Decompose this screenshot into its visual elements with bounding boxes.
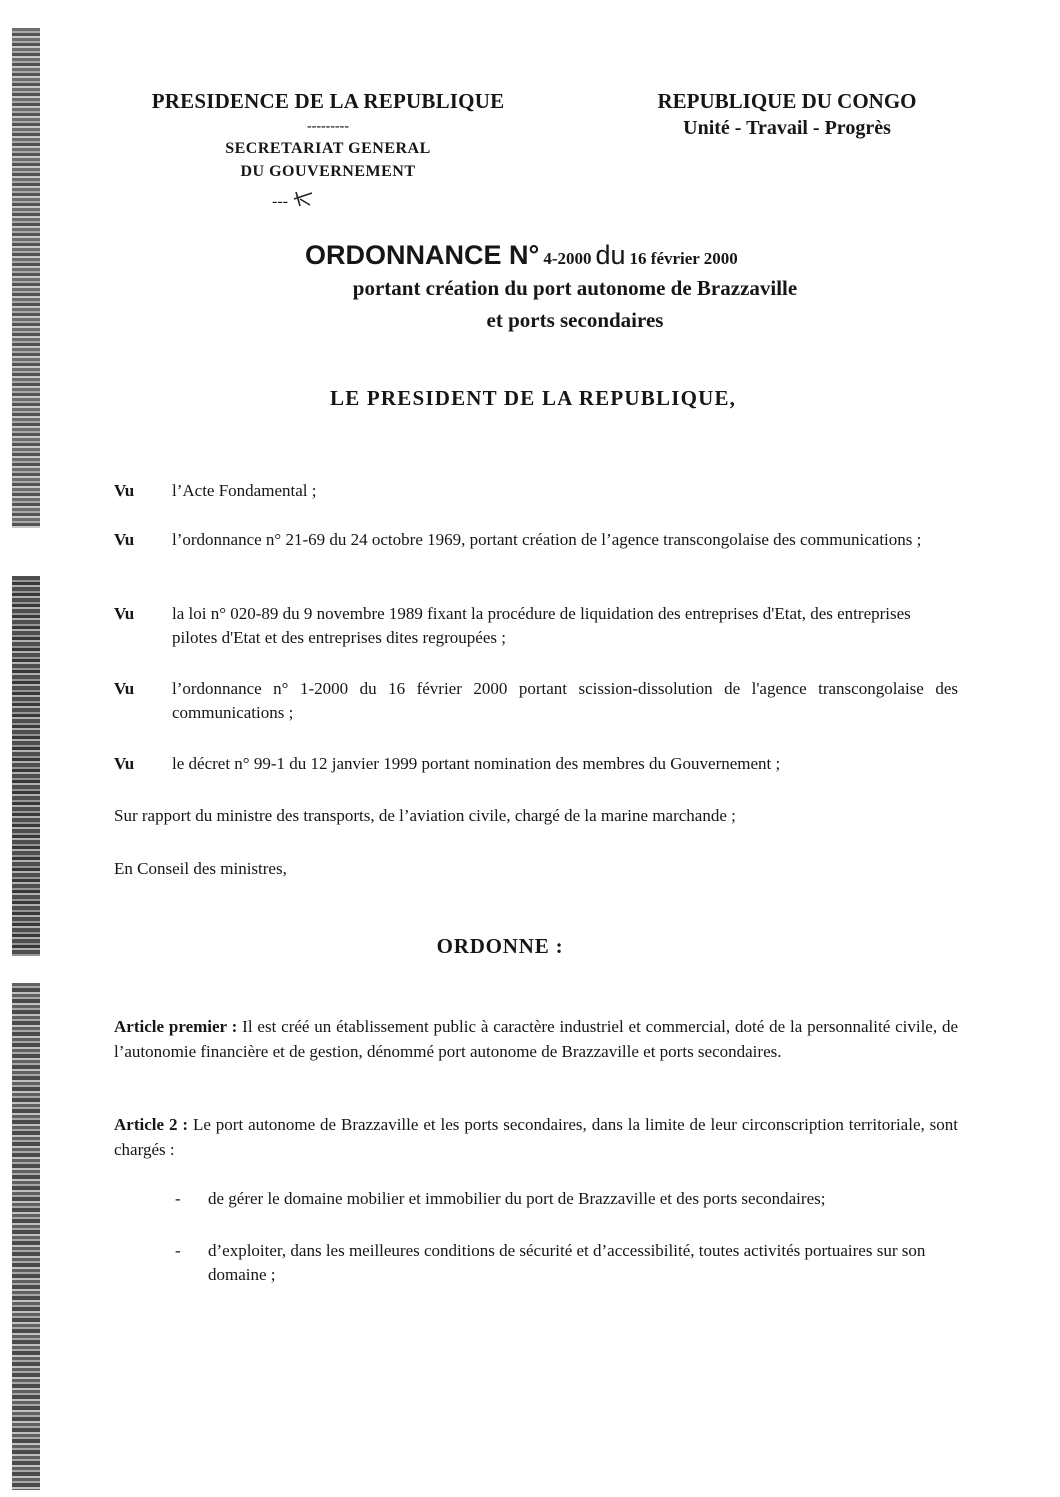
- visa-text: la loi n° 020-89 du 9 novembre 1989 fixant la procédure de liquidation des entreprises d'Etat, des entreprises pilotes d'Etat et des entreprises dites regroupées ;: [172, 604, 911, 647]
- ordinance-number: 4-2000: [543, 249, 592, 268]
- ordinance-subtitle-line2: et ports secondaires: [486, 308, 664, 332]
- article-2: [114, 1112, 958, 1162]
- president-heading: LE PRESIDENT DE LA REPUBLIQUE,: [330, 386, 737, 410]
- visa-key: Vu: [114, 754, 135, 773]
- visa-text: l’Acte Fondamental ;: [172, 481, 317, 500]
- visa-item: [114, 677, 958, 725]
- header-left: [108, 88, 548, 211]
- article-text: Le port autonome de Brazzaville et les ports secondaires, dans la limite de leur circonscription territoriale, sont chargés :: [114, 1115, 959, 1159]
- secretariat-heading: SECRETARIAT GENERAL: [225, 140, 431, 157]
- republique-heading: REPUBLIQUE DU CONGO: [657, 89, 917, 113]
- visa-item: [114, 602, 958, 650]
- list-item-text: de gérer le domaine mobilier et immobilier du port de Brazzaville et des ports secondaires;: [208, 1189, 826, 1208]
- national-motto: Unité - Travail - Progrès: [683, 117, 891, 139]
- list-item: [175, 1239, 935, 1287]
- header-right: [612, 88, 962, 142]
- header-separator: ---------: [307, 119, 349, 134]
- visa-text: l’ordonnance n° 21-69 du 24 octobre 1969, portant création de l’agence transcongolaise des communications ;: [172, 530, 922, 549]
- scan-edge-artifact: [12, 28, 40, 1490]
- paraph-icon: [292, 190, 314, 208]
- article-premier: [114, 1014, 958, 1064]
- article-heading: Article premier :: [114, 1017, 238, 1036]
- ordinance-date: 16 février 2000: [629, 249, 738, 268]
- ordinance-subtitle-line1: portant création du port autonome de Brazzaville: [352, 276, 798, 300]
- presidence-heading: PRESIDENCE DE LA REPUBLIQUE: [151, 89, 505, 113]
- visa-text: l’ordonnance n° 1-2000 du 16 février 2000 portant scission-dissolution de l'agence transcongolaise des communications ;: [172, 679, 958, 722]
- visa-item: [114, 752, 958, 776]
- ordinance-title: [305, 240, 738, 271]
- gouvernement-heading: DU GOUVERNEMENT: [240, 163, 416, 180]
- article-heading: Article 2 :: [114, 1115, 189, 1134]
- list-dash: -: [175, 1241, 181, 1260]
- visa-key: Vu: [114, 530, 135, 549]
- visa-key: Vu: [114, 481, 135, 500]
- rapport-paragraph: Sur rapport du ministre des transports, de l’aviation civile, chargé de la marine marchande ;: [114, 806, 736, 825]
- visa-key: Vu: [114, 604, 135, 623]
- ordinance-du: du: [595, 240, 626, 270]
- visa-text: le décret n° 99-1 du 12 janvier 1999 portant nomination des membres du Gouvernement ;: [172, 754, 781, 773]
- initials-mark: ---: [38, 190, 548, 211]
- list-item-text: d’exploiter, dans les meilleures conditions de sécurité et d’accessibilité, toutes activités portuaires sur son domaine ;: [208, 1241, 926, 1284]
- ordonne-heading: ORDONNE :: [436, 934, 564, 958]
- article-text: Il est créé un établissement public à caractère industriel et commercial, doté de la personnalité civile, de l’autonomie financière et de gestion, dénommé port autonome de Brazzaville et ports secondaires.: [114, 1017, 959, 1061]
- conseil-paragraph: En Conseil des ministres,: [114, 859, 287, 878]
- visa-item: [114, 528, 958, 552]
- visa-item: [114, 479, 958, 503]
- list-item: [175, 1187, 935, 1211]
- ordinance-prefix: ORDONNANCE N°: [305, 240, 540, 270]
- visa-key: Vu: [114, 679, 135, 698]
- list-dash: -: [175, 1189, 181, 1208]
